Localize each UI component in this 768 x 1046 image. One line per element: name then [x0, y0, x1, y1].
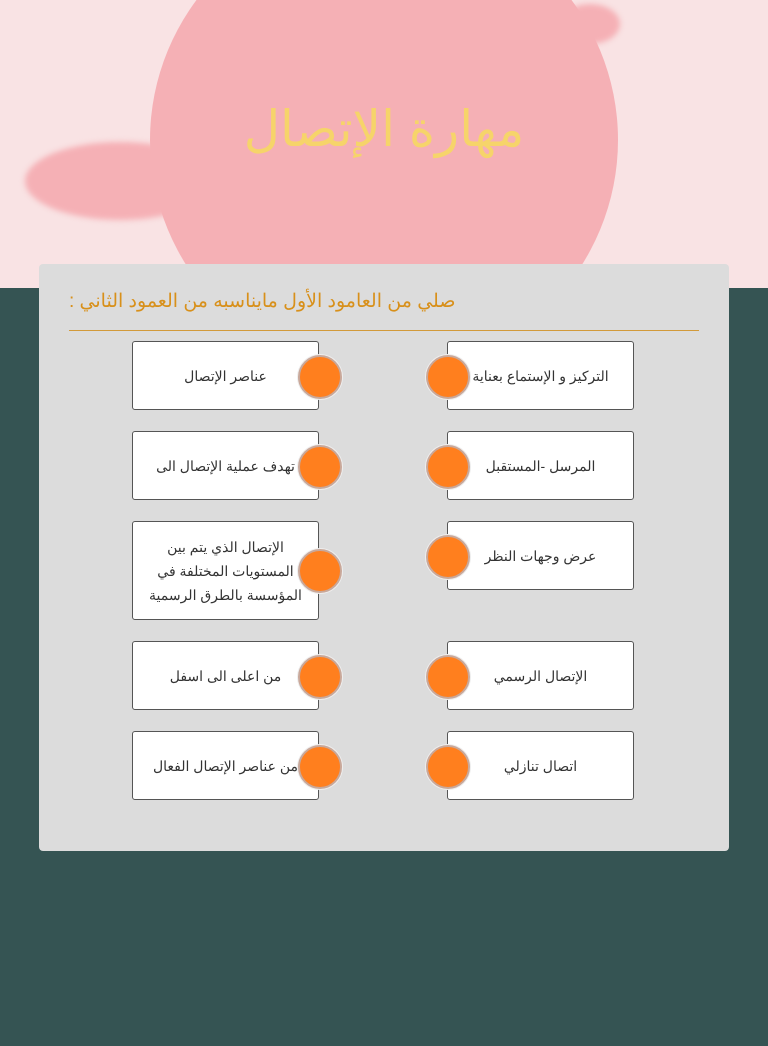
page-title: مهارة الإتصال	[243, 101, 525, 157]
left-connector-dot[interactable]	[298, 445, 342, 489]
right-connector-dot[interactable]	[426, 355, 470, 399]
right-connector-dot[interactable]	[426, 535, 470, 579]
left-item-label: الإتصال الذي يتم بين المستويات المختلفة في المؤسسة بالطرق الرسمية	[149, 538, 302, 603]
left-item-label: من عناصر الإتصال الفعال	[152, 757, 299, 774]
instruction-heading: صلي من العامود الأول مايناسبه من العمود الثاني :	[69, 291, 456, 312]
right-item[interactable]	[447, 521, 634, 590]
left-connector-dot[interactable]	[298, 745, 342, 789]
left-item-label: تهدف عملية الإتصال الى	[156, 457, 295, 474]
right-item-label: الإتصال الرسمي	[493, 667, 588, 684]
right-item[interactable]	[447, 431, 634, 500]
left-item[interactable]	[132, 341, 319, 410]
left-connector-dot[interactable]	[298, 549, 342, 593]
divider	[69, 330, 699, 331]
right-item[interactable]	[447, 641, 634, 710]
header-banner	[0, 0, 768, 288]
left-item[interactable]	[132, 431, 319, 500]
left-item[interactable]	[132, 641, 319, 710]
right-item-label: المرسل -المستقبل	[485, 457, 596, 474]
right-item-label: اتصال تنازلي	[503, 757, 578, 774]
left-item[interactable]	[132, 521, 319, 620]
right-connector-dot[interactable]	[426, 445, 470, 489]
right-connector-dot[interactable]	[426, 745, 470, 789]
left-connector-dot[interactable]	[298, 655, 342, 699]
right-item-label: التركيز و الإستماع بعناية	[472, 367, 609, 384]
matching-activity-card	[39, 264, 729, 851]
right-connector-dot[interactable]	[426, 655, 470, 699]
left-item-label: عناصر الإتصال	[184, 367, 267, 384]
right-item-label: عرض وجهات النظر	[484, 547, 597, 564]
left-item[interactable]	[132, 731, 319, 800]
left-item-label: من اعلى الى اسفل	[169, 667, 282, 684]
right-item[interactable]	[447, 341, 634, 410]
left-connector-dot[interactable]	[298, 355, 342, 399]
right-item[interactable]	[447, 731, 634, 800]
